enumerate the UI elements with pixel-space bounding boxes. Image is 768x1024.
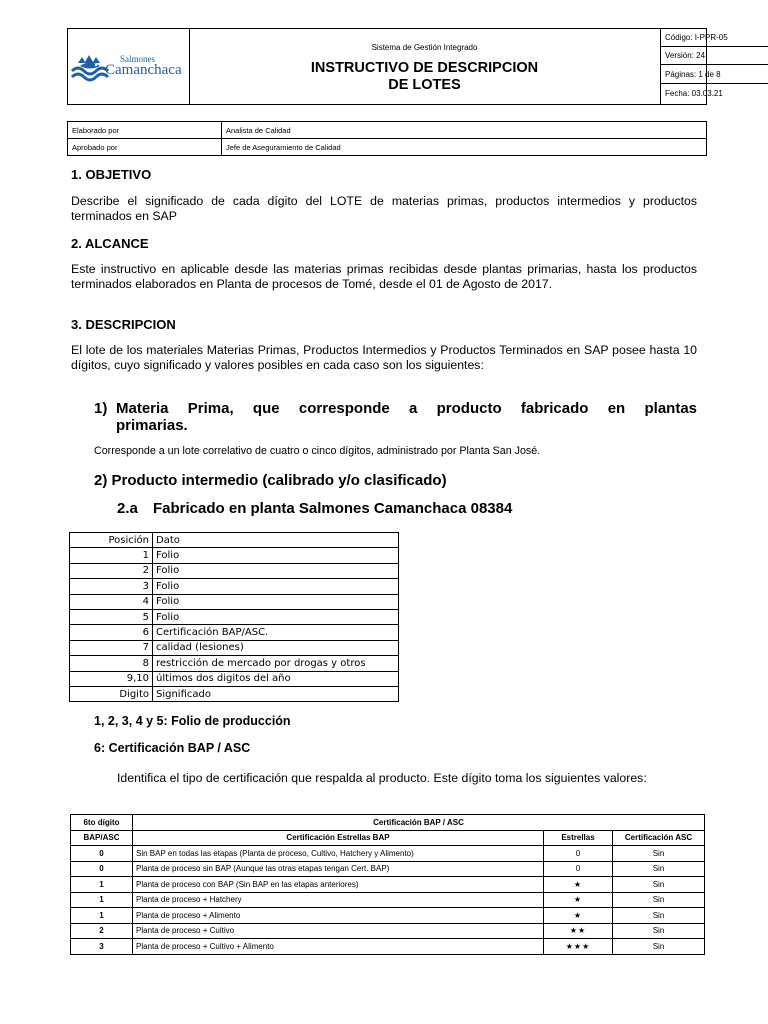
table-row — [70, 686, 399, 701]
position-cell: 4 — [70, 594, 153, 609]
digit-cell: 0 — [71, 846, 133, 862]
logo-cell — [68, 29, 190, 104]
bap-description-cell: Planta de proceso con BAP (Sin BAP en las etapas anteriores) — [133, 877, 544, 893]
section-alcance-heading: 2. ALCANCE — [71, 236, 149, 251]
section-descripcion-text: El lote de los materiales Materias Primas, Productos Intermedios y Productos Terminados en SAP posee hasta 10 dígitos, cuyo significado y valores posibles en cada caso son los siguientes: — [71, 343, 697, 372]
version: Versión: 24 — [660, 47, 768, 65]
table-row — [71, 846, 705, 862]
bap-description-cell: Planta de proceso + Hatchery — [133, 892, 544, 908]
bap-description-cell: Planta de proceso + Alimento — [133, 908, 544, 924]
codigo: Código: I-PPR-05 — [660, 29, 768, 47]
position-cell: 9,10 — [70, 671, 153, 686]
cert-col1-bottom: BAP/ASC — [71, 830, 133, 846]
dato-cell: últimos dos digitos del año — [153, 671, 399, 686]
stars-cell: 0 — [544, 861, 613, 877]
table-row — [71, 923, 705, 939]
bap-description-cell: Sin BAP en todas las etapas (Planta de proceso, Cultivo, Hatchery y Alimento) — [133, 846, 544, 862]
table-row — [70, 671, 399, 686]
item1-line1: Materia Prima, que corresponde a producto fabricado en plantas — [116, 400, 697, 417]
paginas: Páginas: 1 de 8 — [660, 66, 768, 84]
table-row — [70, 625, 399, 640]
stars-cell: 0 — [544, 846, 613, 862]
table-row — [70, 656, 399, 671]
digit-cell: 1 — [71, 892, 133, 908]
folio-heading: 1, 2, 3, 4 y 5: Folio de producción — [94, 714, 291, 728]
position-cell: 3 — [70, 579, 153, 594]
digit-cell: 0 — [71, 861, 133, 877]
bap-description-cell: Planta de proceso sin BAP (Aunque las otras etapas tengan Cert. BAP) — [133, 861, 544, 877]
title-line-2: DE LOTES — [388, 77, 461, 93]
bap-description-cell: Planta de proceso + Cultivo — [133, 923, 544, 939]
position-table — [69, 532, 399, 702]
table-row — [71, 815, 705, 831]
aprobado-value: Jefe de Aseguramiento de Calidad — [222, 139, 707, 156]
table-row — [71, 877, 705, 893]
item1-number: 1) — [94, 400, 108, 417]
cert-subheader-estrellas: Estrellas — [544, 830, 613, 846]
asc-cell: Sin — [613, 846, 705, 862]
section-objetivo-heading: 1. OBJETIVO — [71, 167, 152, 182]
dato-cell: restricción de mercado por drogas y otros — [153, 656, 399, 671]
stars-cell: ★ — [544, 892, 613, 908]
section-descripcion-heading: 3. DESCRIPCION — [71, 317, 176, 332]
cert-text: Identifica el tipo de certificación que respalda al producto. Este dígito toma los siguientes valores: — [117, 771, 647, 785]
table-row — [70, 579, 399, 594]
digit-cell: 1 — [71, 908, 133, 924]
asc-cell: Sin — [613, 923, 705, 939]
system-name: Sistema de Gestión Integrado — [371, 43, 478, 52]
stars-cell: ★ — [544, 908, 613, 924]
dato-cell: Folio — [153, 609, 399, 624]
dato-cell: Certificación BAP/ASC. — [153, 625, 399, 640]
bap-description-cell: Planta de proceso + Cultivo + Alimento — [133, 939, 544, 955]
digit-cell: 1 — [71, 877, 133, 893]
logo-text-main: Camanchaca — [105, 62, 182, 78]
item2a-heading: Fabricado en planta Salmones Camanchaca 08384 — [153, 500, 513, 517]
dato-cell: Folio — [153, 579, 399, 594]
item1-line2: primarias. — [116, 417, 188, 434]
stars-cell: ★ — [544, 877, 613, 893]
table-row — [71, 830, 705, 846]
dato-cell: Dato — [153, 533, 399, 548]
table-row — [70, 594, 399, 609]
cert-heading: 6: Certificación BAP / ASC — [94, 741, 251, 755]
table-row — [71, 861, 705, 877]
cert-group-header: Certificación BAP / ASC — [133, 815, 705, 831]
stars-cell: ★★★ — [544, 939, 613, 955]
table-row — [70, 533, 399, 548]
approval-table — [67, 121, 707, 156]
table-row — [71, 892, 705, 908]
salmones-camanchaca-logo — [68, 29, 189, 104]
position-cell: 6 — [70, 625, 153, 640]
position-cell: Digito — [70, 686, 153, 701]
elaborado-label: Elaborado por — [68, 122, 222, 139]
section-alcance-text: Este instructivo en aplicable desde las materias primas recibidas desde plantas primarias, hasta los productos terminados elaborados en Planta de procesos de Tomé, desde el 01 de Agosto de 2017. — [71, 262, 697, 291]
dato-cell: calidad (lesiones) — [153, 640, 399, 655]
item2-heading: 2) Producto intermedio (calibrado y/o clasificado) — [94, 472, 447, 489]
position-cell: 5 — [70, 609, 153, 624]
table-row — [70, 640, 399, 655]
table-row — [68, 139, 707, 156]
asc-cell: Sin — [613, 877, 705, 893]
title-line-1: INSTRUCTIVO DE DESCRIPCION — [310, 60, 539, 76]
cert-subheader-bap: Certificación Estrellas BAP — [133, 830, 544, 846]
digit-cell: 2 — [71, 923, 133, 939]
table-row — [71, 939, 705, 955]
document-title — [189, 60, 660, 94]
position-table-body — [70, 533, 399, 702]
table-row — [70, 548, 399, 563]
item2a-number: 2.a — [117, 500, 138, 517]
dato-cell: Folio — [153, 594, 399, 609]
table-row — [71, 908, 705, 924]
asc-cell: Sin — [613, 939, 705, 955]
asc-cell: Sin — [613, 892, 705, 908]
position-cell: 1 — [70, 548, 153, 563]
meta-cell — [660, 29, 768, 104]
certification-table-body — [71, 846, 705, 955]
position-cell: Posición — [70, 533, 153, 548]
dato-cell: Folio — [153, 548, 399, 563]
aprobado-label: Aprobado por — [68, 139, 222, 156]
certification-table — [70, 814, 705, 955]
table-row — [68, 122, 707, 139]
position-cell: 8 — [70, 656, 153, 671]
table-row — [70, 563, 399, 578]
cert-col1-top: 6to dígito — [71, 815, 133, 831]
table-row — [70, 609, 399, 624]
digit-cell: 3 — [71, 939, 133, 955]
section-objetivo-text: Describe el significado de cada dígito del LOTE de materias primas, productos intermedios y productos terminados en SAP — [71, 194, 697, 223]
asc-cell: Sin — [613, 861, 705, 877]
stars-cell: ★★ — [544, 923, 613, 939]
dato-cell: Folio — [153, 563, 399, 578]
asc-cell: Sin — [613, 908, 705, 924]
logo-text-top: Salmones — [120, 54, 155, 64]
item1-note: Corresponde a un lote correlativo de cuatro o cinco dígitos, administrado por Planta San José. — [94, 445, 541, 457]
position-cell: 2 — [70, 563, 153, 578]
cert-subheader-asc: Certificación ASC — [613, 830, 705, 846]
document-header — [67, 28, 728, 105]
elaborado-value: Analista de Calidad — [222, 122, 707, 139]
fecha: Fecha: 03.03.21 — [665, 89, 723, 98]
position-cell: 7 — [70, 640, 153, 655]
title-cell — [189, 29, 661, 104]
dato-cell: Significado — [153, 686, 399, 701]
